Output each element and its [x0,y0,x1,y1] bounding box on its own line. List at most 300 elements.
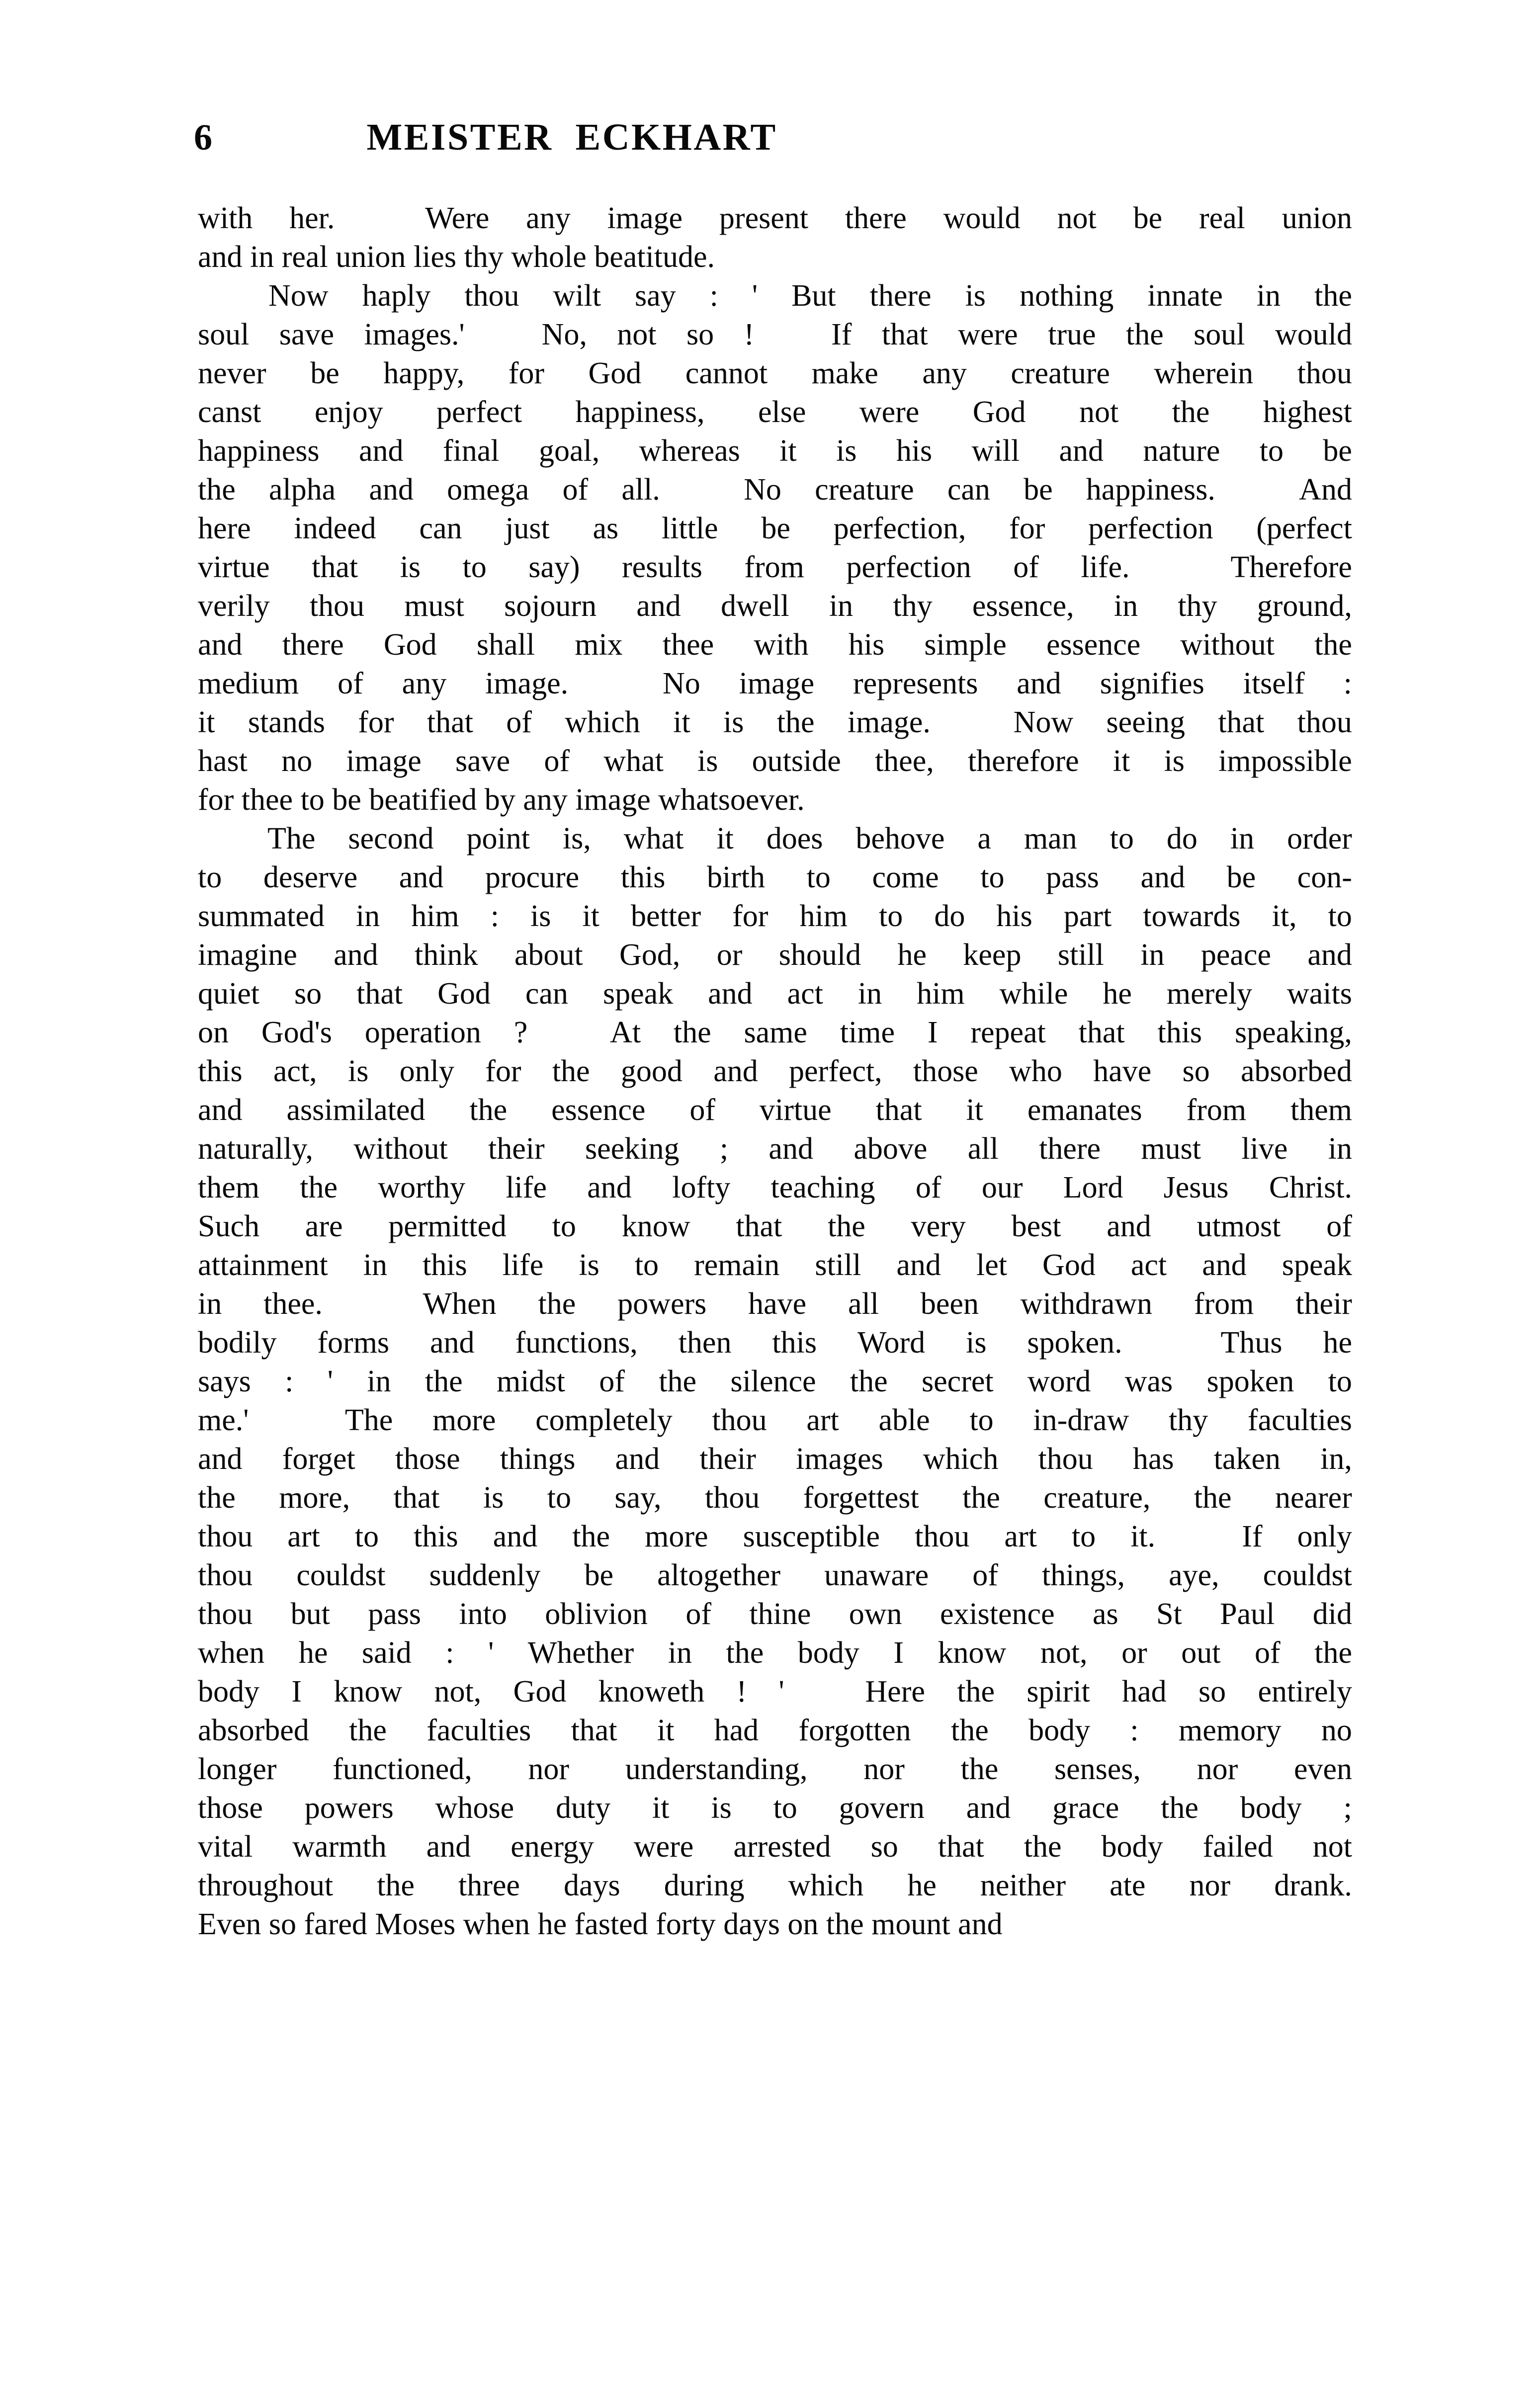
word: else [758,395,806,429]
word: Christ. [1269,1171,1352,1204]
text-line [198,431,1352,470]
word: he [1323,1326,1352,1360]
word: is [1164,744,1185,778]
word: the [1024,1830,1062,1864]
word: would [1275,318,1352,351]
word: word [1027,1365,1091,1398]
running-head [194,118,1352,173]
text-line [198,819,1352,858]
word: body [1101,1830,1163,1864]
word: all. [621,473,660,507]
text-line [198,1440,1352,1478]
word: real [1198,201,1245,235]
word: him [411,899,459,933]
word: Moses [375,1907,456,1941]
word: the [850,1365,888,1398]
word: the [469,1093,508,1127]
word: birth [706,860,766,894]
word: to [1071,1520,1096,1553]
word: can [525,977,568,1011]
text-line [198,1052,1352,1091]
word: say, [614,1481,662,1515]
word: the [552,1054,590,1088]
word: lofty [672,1171,731,1204]
word: in [1256,279,1281,313]
word: know [334,1675,403,1709]
word: it [716,822,734,856]
word: verily [198,589,270,623]
word: real [281,240,328,274]
word: ' [778,1675,784,1709]
sentence-gap [288,1401,305,1440]
word: a [977,822,991,856]
word: At [610,1016,641,1049]
word: lies [413,240,457,274]
word: union [336,240,406,274]
word: were [859,395,920,429]
word: have [1093,1054,1152,1088]
word: indeed [294,512,376,545]
word: is [711,1791,732,1825]
word: this [198,1054,243,1088]
word: I [291,1675,302,1709]
word: he [1103,977,1132,1011]
word: whose [435,1791,514,1825]
word: hast [198,744,248,778]
word: the [1125,318,1164,351]
sentence-gap [371,199,388,238]
word: attainment [198,1248,328,1282]
word: that [1218,705,1265,739]
word: creature [1011,356,1110,390]
word: is [723,705,744,739]
word: be [1024,473,1053,507]
word: oblivion [545,1597,648,1631]
word: same [744,1016,807,1049]
word: so [1198,1675,1226,1709]
text-line [198,936,1352,974]
word: peace [1200,938,1271,972]
word: in [250,240,274,274]
word: all [848,1287,879,1321]
sentence-gap [364,1284,381,1323]
text-line [198,1827,1352,1866]
word: thou [712,1403,767,1437]
word: powers [304,1791,394,1825]
word: absorbed [1241,1054,1352,1088]
word: Here [865,1675,925,1709]
word: act [787,977,823,1011]
word: summated [198,899,325,933]
word: thou [309,589,365,623]
word: body [1028,1713,1091,1747]
word: and [493,1520,538,1553]
word: The [267,822,316,856]
word: : [445,1636,454,1670]
word: spirit [1027,1675,1090,1709]
word: be [584,1558,614,1592]
word: does [766,822,823,856]
text-line [198,664,1352,703]
word: it [1112,744,1130,778]
word: the [377,1869,415,1902]
word: remain [694,1248,780,1282]
word: to [879,899,903,933]
word: can [419,512,462,545]
word: her. [289,201,335,235]
word: as [593,512,619,545]
word: save [455,744,511,778]
word: did [1312,1597,1352,1631]
word: thee, [874,744,934,778]
word: thou [1297,356,1352,390]
word: only [1297,1520,1352,1553]
word: for [732,899,769,933]
word: what [603,744,664,778]
paragraph-indent [198,819,235,858]
word: point [466,822,530,856]
word: the [572,1520,610,1553]
word: would [943,201,1021,235]
word: ground, [1257,589,1352,623]
word: be [1323,434,1352,468]
word: will [971,434,1020,468]
paragraph [198,819,1352,1944]
text-line [198,1362,1352,1401]
word: so [294,977,322,1011]
word: thy [1168,1403,1208,1437]
word: body [1240,1791,1302,1825]
word: the [425,1365,463,1398]
word: happiness. [1086,473,1215,507]
word: I [927,1016,938,1049]
word: there [869,279,932,313]
word: procure [485,860,580,894]
paragraph-indent [198,276,235,315]
text-line [198,742,1352,780]
word: and [1059,434,1104,468]
word: time [840,1016,895,1049]
text-line [198,974,1352,1013]
word: not [1079,395,1119,429]
word: to [552,1209,576,1243]
text-line [198,1672,1352,1711]
word: thy [1178,589,1217,623]
word: in [1140,938,1165,972]
word: should [778,938,861,972]
sentence-gap [816,1672,833,1711]
word: those [198,1791,263,1825]
text-line [198,1246,1352,1284]
word: never [198,356,266,390]
word: were [958,318,1018,351]
word: essence, [972,589,1074,623]
word: while [999,977,1068,1011]
word: images [796,1442,883,1476]
text-line [198,1129,1352,1168]
text-line [198,1401,1352,1440]
word: nor [1189,1869,1231,1902]
word: and [708,977,753,1011]
word: faculties [427,1713,531,1747]
word: canst [198,395,261,429]
word: ' [488,1636,494,1670]
word: secret [922,1365,994,1398]
word: that [571,1713,617,1747]
word: aye, [1169,1558,1219,1592]
word: that [393,1481,440,1515]
word: any [526,201,571,235]
word: of [599,1365,625,1398]
word: thou [198,1597,253,1631]
word: by [484,783,515,817]
word: mix [575,628,623,662]
page-title: MEISTER ECKHART [366,116,777,158]
word: thou [704,1481,760,1515]
word: No [662,667,700,700]
text-line [198,1633,1352,1672]
word: : [285,1365,294,1398]
word: the [198,1481,236,1515]
word: still [1057,938,1104,972]
word: been [920,1287,979,1321]
word: their [699,1442,756,1476]
word: forgettest [803,1481,919,1515]
word: perfection, [833,512,966,545]
word: energy [511,1830,594,1864]
word: in [857,977,882,1011]
word: is [836,434,857,468]
word: it [966,1093,983,1127]
word: the [726,1636,764,1670]
word: to [198,860,222,894]
word: thine [749,1597,811,1631]
word: arrested [733,1830,831,1864]
word: towards [1143,899,1241,933]
word: and [713,1054,758,1088]
word: forget [282,1442,355,1476]
word: that [881,318,928,351]
word: no [1321,1713,1352,1747]
word: what [623,822,684,856]
word: sojourn [504,589,597,623]
word: assimilated [286,1093,426,1127]
sentence-gap [693,470,710,509]
word: and [426,1830,471,1864]
word: spoken [1206,1365,1294,1398]
word: thou [198,1558,253,1592]
word: couldst [296,1558,386,1592]
word: : [1130,1713,1139,1747]
text-line [198,1595,1352,1633]
word: that [1078,1016,1125,1049]
word: above [854,1132,928,1166]
word: ? [513,1016,528,1049]
text-line [198,276,1352,315]
sentence-gap [1172,548,1189,587]
text-line [198,587,1352,625]
word: image. [485,667,569,700]
word: in [363,1248,387,1282]
word: Now [268,279,329,313]
word: Whether [527,1636,634,1670]
word: happiness, [575,395,705,429]
text-line [198,509,1352,548]
word: the [960,1752,999,1786]
word: thee [241,783,293,817]
word: here [198,512,251,545]
word: good [620,1054,683,1088]
word: alpha [268,473,336,507]
word: and [1202,1248,1247,1282]
text-line [198,238,1352,276]
word: come [872,860,939,894]
word: absorbed [198,1713,309,1747]
word: (perfect [1256,512,1352,545]
word: more, [279,1481,350,1515]
word: creature, [1043,1481,1151,1515]
word: and [1140,860,1185,894]
word: has [1132,1442,1174,1476]
word: better [630,899,701,933]
word: But [791,279,836,313]
word: deserve [263,860,358,894]
word: his [848,628,885,662]
word: forms [317,1326,390,1360]
word: for [1009,512,1045,545]
word: I [893,1636,904,1670]
word: all [967,1132,999,1166]
text-line [198,703,1352,742]
text-line [198,1168,1352,1207]
word: were [633,1830,694,1864]
word: memory [1178,1713,1282,1747]
word: whole [511,240,587,274]
word: is [965,279,986,313]
word: order [1287,822,1352,856]
word: with [198,201,253,235]
text-line [198,470,1352,509]
word: : [1343,667,1352,700]
word: this [620,860,666,894]
paragraph [198,199,1352,276]
word: is, [562,822,591,856]
word: altogether [657,1558,781,1592]
word: life [506,1171,547,1204]
word: that [875,1093,922,1127]
word: the [776,705,815,739]
word: in [829,589,854,623]
word: and [636,589,681,623]
text-line [198,315,1352,354]
word: God [437,977,491,1011]
page-number: 6 [194,117,213,158]
word: behove [856,822,945,856]
word: speak [1282,1248,1352,1282]
word: soul [198,318,250,351]
word: faculties [1247,1403,1352,1437]
word: govern [839,1791,925,1825]
word: goal, [538,434,600,468]
word: out [1181,1636,1221,1670]
word: fasted [574,1907,648,1941]
word: beatified [369,783,477,817]
word: God [383,628,437,662]
word: completely [535,1403,673,1437]
word: not, [1040,1636,1088,1670]
word: life [502,1248,544,1282]
word: of [562,473,589,507]
text-line [198,897,1352,936]
word: there [282,628,344,662]
word: to [354,1520,379,1553]
word: be [332,783,361,817]
word: image [575,783,651,817]
word: this [772,1326,817,1360]
word: without [1180,628,1275,662]
word: and [896,1248,941,1282]
word: teaching [770,1171,875,1204]
word: for [358,705,394,739]
word: not [617,318,657,351]
word: con- [1297,860,1352,894]
word: of [915,1171,941,1204]
word: is [966,1326,987,1360]
sentence-gap [1249,470,1266,509]
text-line [198,1905,1352,1944]
word: best [1011,1209,1061,1243]
word: ; [1343,1791,1352,1825]
text-line [198,1517,1352,1556]
word: when [198,1636,265,1670]
word: the [951,1713,989,1747]
word: art [806,1403,839,1437]
word: live [1241,1132,1288,1166]
word: which [565,705,640,739]
word: final [442,434,500,468]
word: so [268,1907,297,1941]
word: longer [198,1752,277,1786]
word: emanates [1027,1093,1142,1127]
word: couldst [1263,1558,1352,1592]
word: the [1314,628,1352,662]
word: God [588,356,642,390]
word: to [969,1403,994,1437]
word: and [198,628,243,662]
word: waits [1287,977,1352,1011]
word: essence [1046,628,1141,662]
word: just [505,512,550,545]
word: and [1017,667,1061,700]
word: utmost [1197,1209,1281,1243]
word: image [607,201,683,235]
word: this [423,1248,467,1282]
word: there [1039,1132,1101,1166]
word: cannot [685,356,768,390]
word: those [395,1442,460,1476]
word: omega [447,473,529,507]
word: in, [1320,1442,1352,1476]
word: speak [602,977,674,1011]
word: and [1307,938,1352,972]
word: results [622,550,702,584]
word: that [312,550,358,584]
word: the [1172,395,1210,429]
word: functioned, [333,1752,472,1786]
word: me.' [198,1403,249,1437]
word: whatsoever. [658,783,805,817]
word: functions, [515,1326,638,1360]
